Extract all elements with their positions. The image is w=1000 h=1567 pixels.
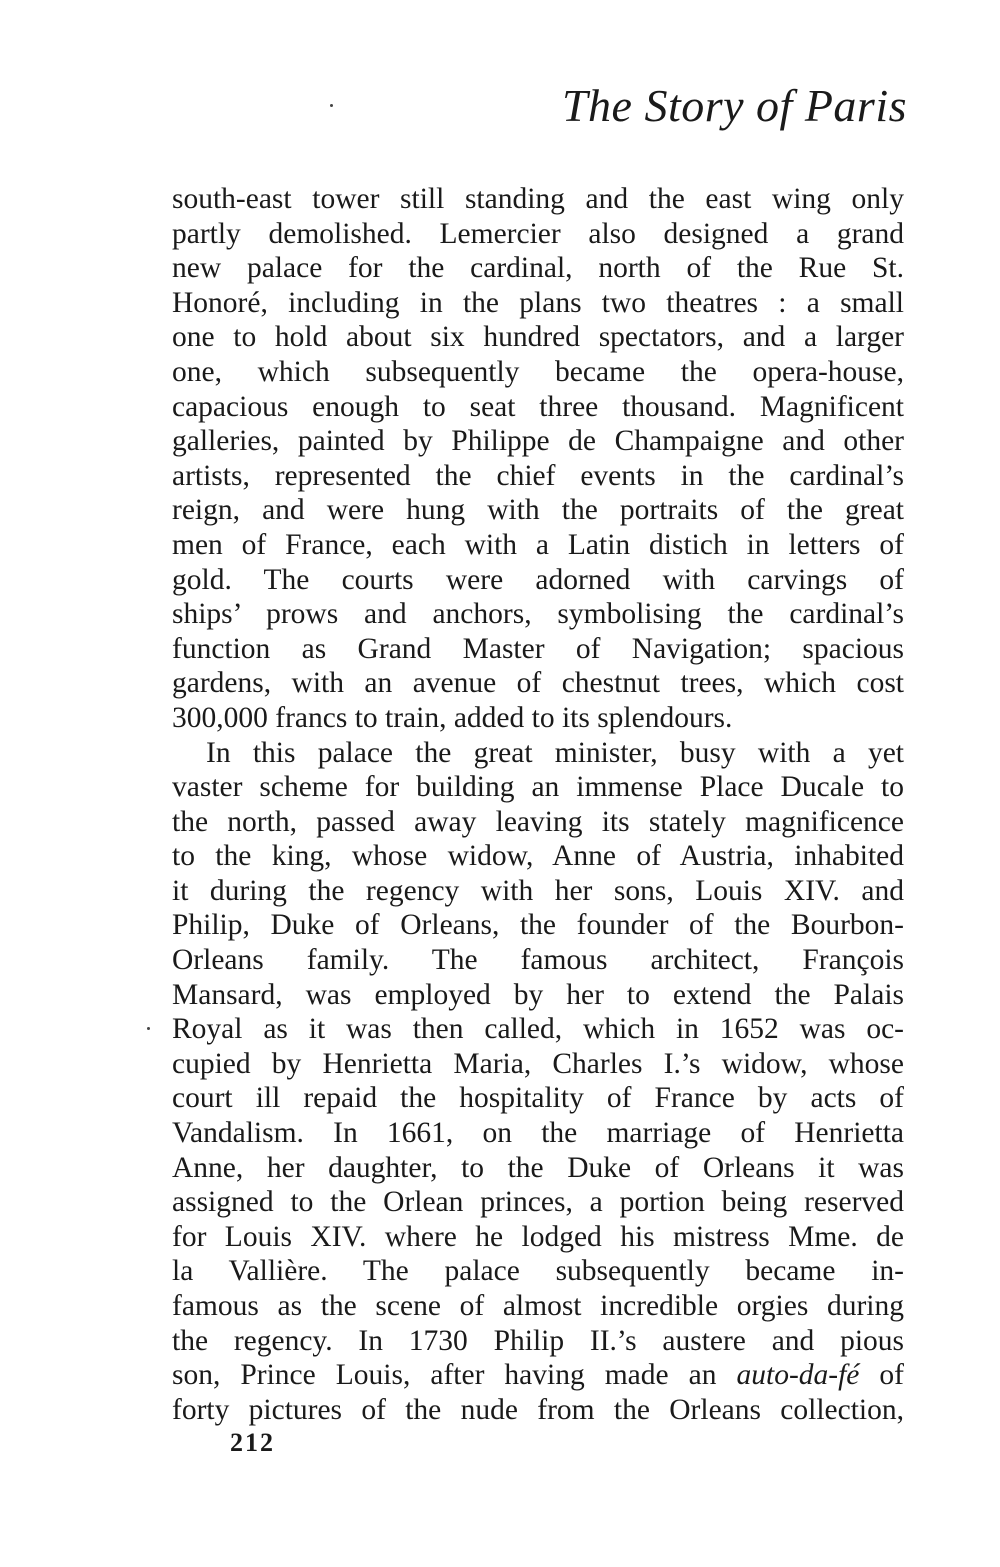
text-line: south-east tower still standing and the east wing only xyxy=(172,183,904,215)
text-line: galleries, painted by Philippe de Champaigne and other xyxy=(172,425,904,458)
text-line: gold. The courts were adorned with carvings of xyxy=(172,563,904,596)
text-line: la Vallière. The palace subsequently became in- xyxy=(172,1255,904,1288)
text-line: one, which subsequently became the opera-house, xyxy=(172,355,904,388)
text-line: court ill repaid the hospitality of France by acts of xyxy=(172,1082,904,1115)
text-line: famous as the scene of almost incredible orgies during xyxy=(172,1290,904,1322)
page-number: 212 xyxy=(230,1428,275,1457)
text-line: 300,000 francs to train, added to its splendours. xyxy=(172,701,733,734)
body-text xyxy=(172,182,904,1427)
text-line-paragraph-start: In this palace the great minister, busy with a yet xyxy=(206,736,904,769)
text-line: function as Grand Master of Navigation; spacious xyxy=(172,632,904,665)
text-line: men of France, each with a Latin distich in letters of xyxy=(172,528,904,561)
text-line: reign, and were hung with the portraits of the great xyxy=(172,494,904,527)
text-line: Vandalism. In 1661, on the marriage of Henrietta xyxy=(172,1117,904,1150)
text-line: forty pictures of the nude from the Orleans collection, xyxy=(172,1393,904,1426)
text-line: it during the regency with her sons, Louis XIV. and xyxy=(172,874,904,907)
text-line: the regency. In 1730 Philip II.’s austere and pious xyxy=(172,1324,904,1357)
text-line: for Louis XIV. where he lodged his mistress Mme. de xyxy=(172,1220,904,1253)
text-line: gardens, with an avenue of chestnut trees, which cost xyxy=(172,667,904,700)
text-line: vaster scheme for building an immense Place Ducale to xyxy=(172,771,904,804)
text-line: Philip, Duke of Orleans, the founder of the Bourbon- xyxy=(172,909,904,942)
text-line: cupied by Henrietta Maria, Charles I.’s widow, whose xyxy=(172,1047,904,1080)
text-line: the north, passed away leaving its stately magnificence xyxy=(172,805,904,838)
text-line: ships’ prows and anchors, symbolising the cardinal’s xyxy=(172,598,904,631)
text-line: Mansard, was employed by her to extend the Palais xyxy=(172,978,904,1011)
print-speck xyxy=(147,1027,150,1030)
text-line: Orleans family. The famous architect, François xyxy=(172,944,904,977)
text-line: new palace for the cardinal, north of the Rue St. xyxy=(172,252,904,285)
text-fragment: son, Prince Louis, after having made an xyxy=(172,1359,737,1392)
print-speck xyxy=(330,104,333,107)
text-line: one to hold about six hundred spectators, and a larger xyxy=(172,321,904,354)
italic-term: auto-da-fé xyxy=(736,1359,860,1392)
text-line: Anne, her daughter, to the Duke of Orleans it was xyxy=(172,1151,904,1184)
running-head: The Story of Paris xyxy=(561,80,907,131)
text-line: partly demolished. Lemercier also designed a grand xyxy=(172,217,904,250)
text-line: Honoré, including in the plans two theatres : a small xyxy=(172,286,904,319)
text-line: artists, represented the chief events in the cardinal’s xyxy=(172,459,904,492)
text-line: to the king, whose widow, Anne of Austria, inhabited xyxy=(172,840,904,873)
text-line: Royal as it was then called, which in 1652 was oc- xyxy=(172,1013,904,1046)
text-fragment: of xyxy=(859,1359,904,1392)
text-line: capacious enough to seat three thousand. Magnificent xyxy=(172,390,904,423)
text-line: assigned to the Orlean princes, a portion being reserved xyxy=(172,1186,904,1219)
text-line xyxy=(172,1358,904,1393)
